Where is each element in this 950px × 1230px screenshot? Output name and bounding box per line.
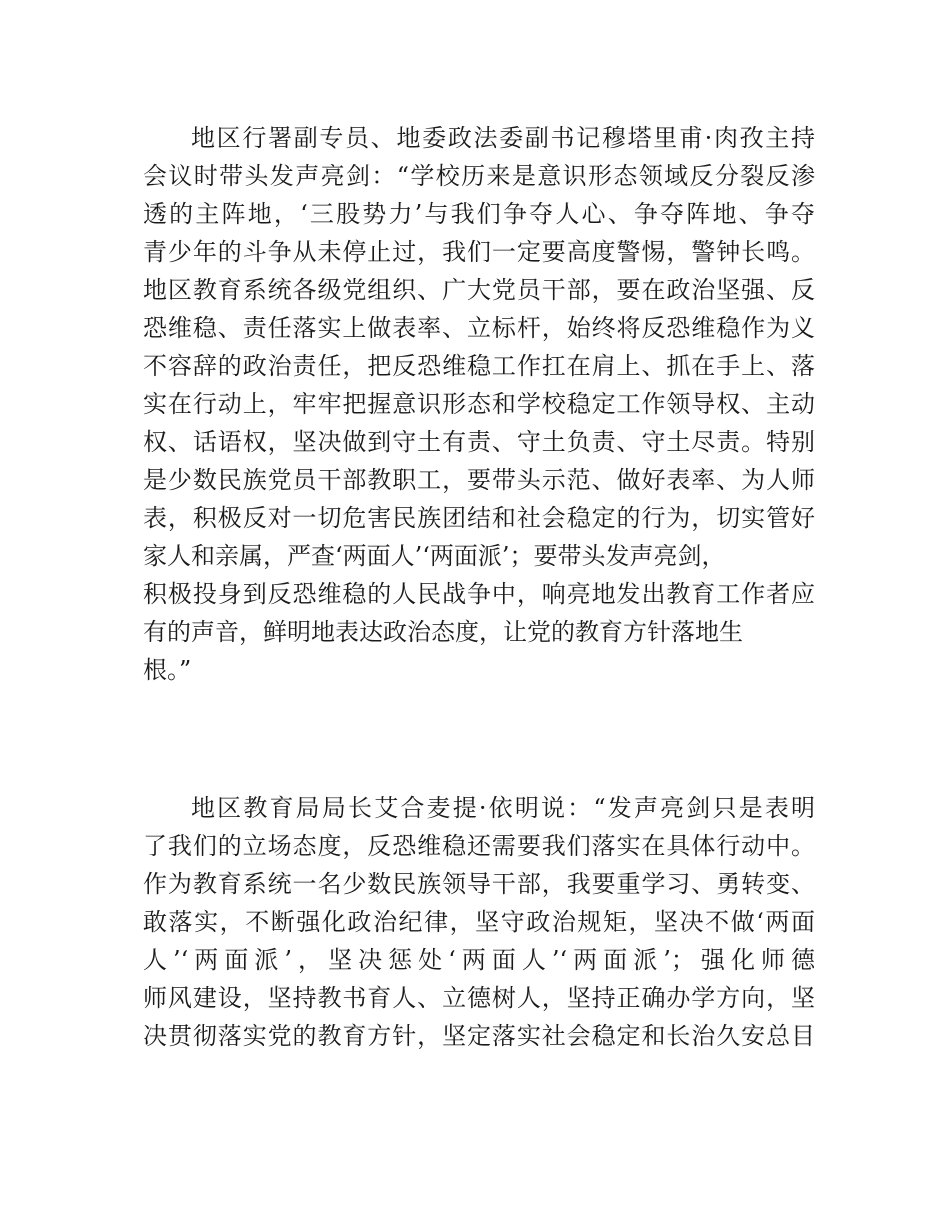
- text-line: 是少数民族党员干部教职工，要带头示范、做好表率、为人师: [143, 466, 815, 494]
- text-line: 师风建设，坚持教书育人、立德树人，坚持正确办学方向，坚: [143, 984, 815, 1012]
- text-line: 地区行署副专员、地委政法委副书记穆塔里甫·肉孜主持: [191, 124, 815, 152]
- text-line: 青少年的斗争从未停止过，我们一定要高度警惕，警钟长鸣。: [143, 238, 815, 266]
- paragraph-1: [143, 119, 815, 689]
- text-line: 实在行动上，牢牢把握意识形态和学校稳定工作领导权、主动: [143, 390, 815, 418]
- paragraph-2: [143, 789, 815, 1055]
- text-line: 地区教育局局长艾合麦提·依明说：“发声亮剑只是表明: [191, 794, 815, 822]
- text-line: 不容辞的政治责任，把反恐维稳工作扛在肩上、抓在手上、落: [143, 352, 815, 380]
- text-line: 透的主阵地，‘三股势力’与我们争夺人心、争夺阵地、争夺: [143, 200, 815, 228]
- text-line: 恐维稳、责任落实上做表率、立标杆，始终将反恐维稳作为义: [143, 314, 815, 342]
- text-line: 表，积极反对一切危害民族团结和社会稳定的行为，切实管好: [143, 504, 815, 532]
- text-line: 决贯彻落实党的教育方针，坚定落实社会稳定和长治久安总目: [143, 1022, 815, 1050]
- text-line: 地区教育系统各级党组织、广大党员干部，要在政治坚强、反: [143, 276, 815, 304]
- text-line: 根。”: [143, 656, 192, 684]
- text-line: 权、话语权，坚决做到守土有责、守土负责、守土尽责。特别: [143, 428, 815, 456]
- text-line: 人’‘两面派’，坚决惩处‘两面人’‘两面派’；强化师德: [143, 946, 815, 974]
- text-line: 家人和亲属，严查‘两面人’‘两面派’；要带头发声亮剑，: [143, 542, 726, 570]
- text-line: 敢落实，不断强化政治纪律，坚守政治规矩，坚决不做‘两面: [143, 908, 815, 936]
- text-line: 了我们的立场态度，反恐维稳还需要我们落实在具体行动中。: [143, 832, 815, 860]
- text-line: 积极投身到反恐维稳的人民战争中，响亮地发出教育工作者应: [143, 580, 815, 608]
- text-line: 有的声音，鲜明地表达政治态度，让党的教育方针落地生: [143, 618, 743, 646]
- text-line: 作为教育系统一名少数民族领导干部，我要重学习、勇转变、: [143, 870, 815, 898]
- text-line: 会议时带头发声亮剑：“学校历来是意识形态领域反分裂反渗: [143, 162, 815, 190]
